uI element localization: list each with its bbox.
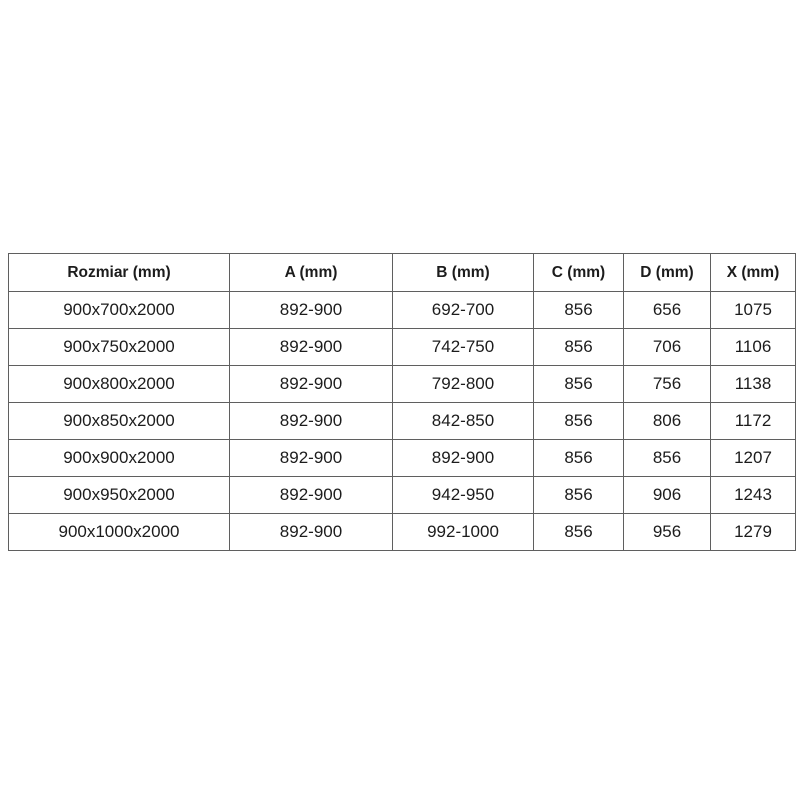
cell-rozmiar: 900x900x2000 [9,440,230,477]
cell-x: 1106 [711,329,796,366]
header-x: X (mm) [711,254,796,292]
cell-b: 842-850 [393,403,534,440]
cell-b: 692-700 [393,292,534,329]
cell-b: 742-750 [393,329,534,366]
header-d: D (mm) [624,254,711,292]
cell-c: 856 [534,440,624,477]
cell-a: 892-900 [230,292,393,329]
cell-x: 1207 [711,440,796,477]
cell-rozmiar: 900x750x2000 [9,329,230,366]
cell-d: 656 [624,292,711,329]
cell-rozmiar: 900x800x2000 [9,366,230,403]
cell-d: 856 [624,440,711,477]
cell-x: 1243 [711,477,796,514]
cell-c: 856 [534,366,624,403]
table-header-row [9,254,796,292]
header-b: B (mm) [393,254,534,292]
table-row [9,477,796,514]
cell-a: 892-900 [230,477,393,514]
cell-rozmiar: 900x700x2000 [9,292,230,329]
cell-d: 706 [624,329,711,366]
cell-d: 906 [624,477,711,514]
cell-a: 892-900 [230,514,393,551]
cell-d: 956 [624,514,711,551]
cell-a: 892-900 [230,329,393,366]
cell-a: 892-900 [230,403,393,440]
cell-rozmiar: 900x850x2000 [9,403,230,440]
cell-c: 856 [534,329,624,366]
cell-rozmiar: 900x950x2000 [9,477,230,514]
cell-a: 892-900 [230,366,393,403]
size-specification-table [8,253,796,551]
cell-b: 792-800 [393,366,534,403]
cell-x: 1075 [711,292,796,329]
table-row [9,514,796,551]
table-row [9,292,796,329]
table-row [9,329,796,366]
cell-c: 856 [534,403,624,440]
cell-a: 892-900 [230,440,393,477]
cell-c: 856 [534,514,624,551]
header-rozmiar: Rozmiar (mm) [9,254,230,292]
cell-c: 856 [534,477,624,514]
cell-x: 1279 [711,514,796,551]
cell-b: 892-900 [393,440,534,477]
cell-d: 756 [624,366,711,403]
header-c: C (mm) [534,254,624,292]
cell-x: 1172 [711,403,796,440]
cell-b: 942-950 [393,477,534,514]
cell-x: 1138 [711,366,796,403]
cell-d: 806 [624,403,711,440]
table-row [9,366,796,403]
cell-b: 992-1000 [393,514,534,551]
cell-rozmiar: 900x1000x2000 [9,514,230,551]
header-a: A (mm) [230,254,393,292]
table-row [9,440,796,477]
cell-c: 856 [534,292,624,329]
table-row [9,403,796,440]
